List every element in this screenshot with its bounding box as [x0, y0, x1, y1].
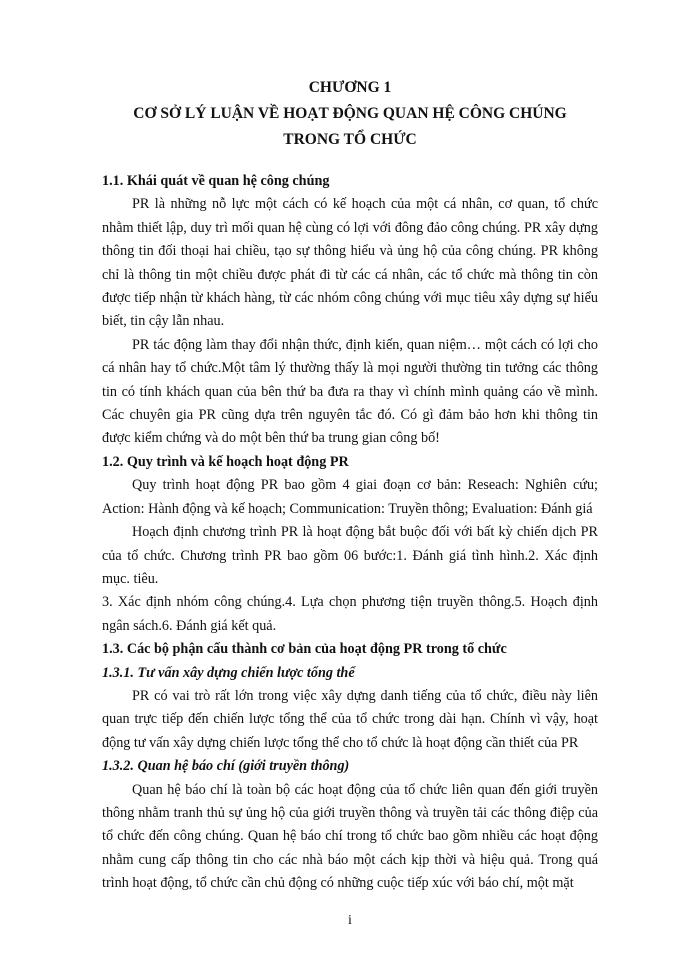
section-heading-1-1: 1.1. Khái quát về quan hệ công chúng: [102, 173, 330, 189]
section-heading-1-3: 1.3. Các bộ phận cấu thành cơ bản của hoạt động PR trong tổ chức: [102, 641, 507, 658]
paragraph-1-3-1: PR có vai trò rất lớn trong việc xây dựng danh tiếng của tổ chức, điều này liên quan trực tiếp đến chiến lược tổng thể của tổ chức trong dài hạn. Chính vì vậy, hoạt động tư vấn xây dựng chiến lược tổng thể cho tổ chức là hoạt động cần thiết của PR: [102, 687, 598, 751]
chapter-number: CHƯƠNG 1: [308, 79, 392, 96]
paragraph-1-2-a: Quy trình hoạt động PR bao gồm 4 giai đoạn cơ bản: Reseach: Nghiên cứu; Action: Hành động và kế hoạch; Communication: Truyền thông; Evaluation: Đánh giá: [102, 477, 598, 517]
subsection-heading-1-3-2: 1.3.2. Quan hệ báo chí (giới truyền thông): [102, 758, 350, 775]
paragraph-1-2-c: 3. Xác định nhóm công chúng.4. Lựa chọn phương tiện truyền thông.5. Hoạch định ngân sách.6. Đánh giá kết quả.: [102, 594, 598, 634]
paragraph-1-2-b: Hoạch định chương trình PR là hoạt động bắt buộc đối với bất kỳ chiến dịch PR của tổ chức. Chương trình PR bao gồm 06 bước:1. Đánh giá tình hình.2. Xác định mục. tiêu.: [102, 524, 598, 587]
section-heading-1-2: 1.2. Quy trình và kế hoạch hoạt động PR: [102, 453, 349, 470]
paragraph-1-3-2: Quan hệ báo chí là toàn bộ các hoạt động của tổ chức liên quan đến giới truyền thông nhằm tranh thủ sự ủng hộ của giới truyền thông và truyền tải các thông điệp của tổ chức đến công chúng. Quan hệ báo chí trong tổ chức bao gồm nhiều các hoạt động nhằm cung cấp thông tin cho các nhà báo một cách kịp thời và hiệu quả. Trong quá trình hoạt động, tổ chức cần chủ động có những cuộc tiếp xúc với báo chí, một mặt: [102, 781, 598, 892]
chapter-header: [102, 0, 598, 153]
paragraph-1-1-b: PR tác động làm thay đổi nhận thức, định kiến, quan niệm… một cách có lợi cho cá nhân hay tổ chức.Một tâm lý thường thấy là mọi người thường tin tưởng các thông tin có tính khách quan của bên thứ ba đưa ra thay vì chính mình quảng cáo về mình. Các chuyên gia PR cũng dựa trên nguyên tắc đó. Có gì đảm bảo hơn khi thông tin được kiểm chứng và do một bên thứ ba trung gian công bố!: [102, 336, 598, 447]
subsection-heading-1-3-1: 1.3.1. Tư vấn xây dựng chiến lược tổng thể: [102, 664, 355, 681]
page-number: i: [348, 913, 352, 928]
chapter-title-line-1: CƠ SỞ LÝ LUẬN VỀ HOẠT ĐỘNG QUAN HỆ CÔNG CHÚNG: [133, 105, 567, 122]
paragraph-1-1-a: PR là những nỗ lực một cách có kế hoạch của một cá nhân, cơ quan, tổ chức nhằm thiết lập, duy trì mối quan hệ cùng có lợi với đông đảo công chúng. PR xây dựng thông tin đối thoại hai chiều, tạo sự thông hiểu và ủng hộ của công chúng. PR không chỉ là thông tin một chiều được phát đi từ các cá nhân, các tổ chức mà thông tin còn được tiếp nhận từ khách hàng, từ các nhóm công chúng với mục tiêu xây dựng sự hiểu biết, tin cậy lẫn nhau.: [102, 196, 598, 330]
chapter-title-line-2: TRONG TỔ CHỨC: [283, 131, 417, 148]
document-body: [102, 170, 598, 896]
